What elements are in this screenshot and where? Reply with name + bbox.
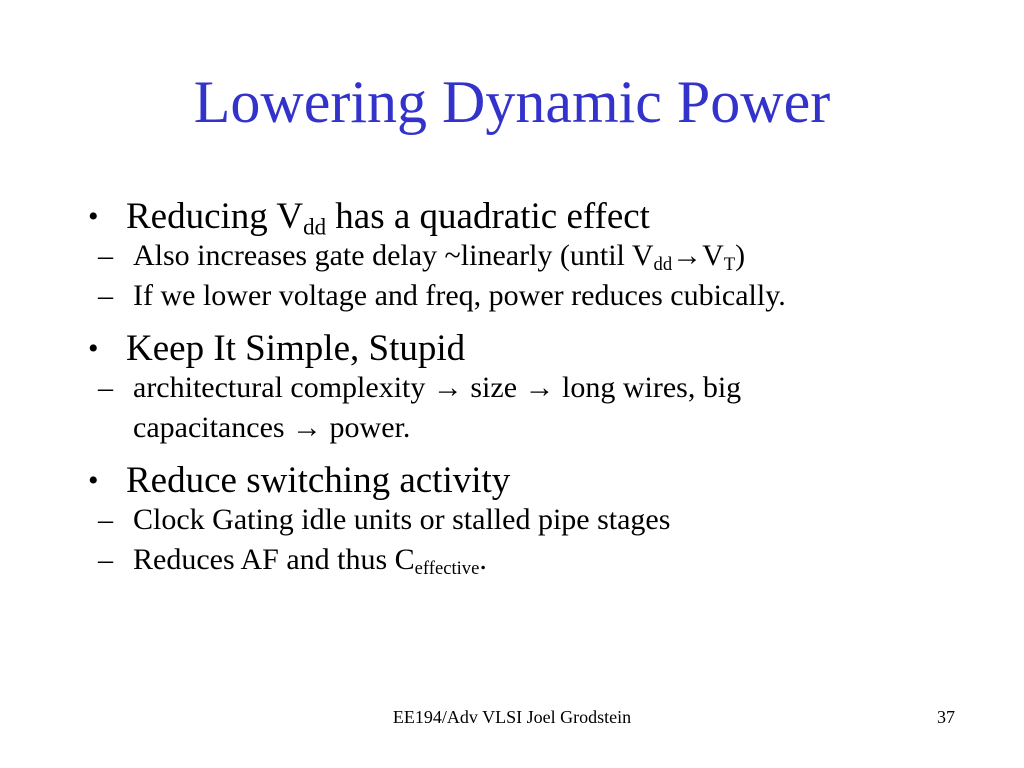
dash-icon: –	[98, 279, 113, 312]
bullet-item	[88, 324, 988, 374]
sub-list	[98, 500, 988, 580]
sub-list	[98, 368, 988, 448]
sub-item	[98, 540, 988, 580]
sub-item	[98, 236, 988, 276]
footer-text: EE194/Adv VLSI Joel Grodstein	[392, 707, 632, 727]
bullet-text: Reducing $V_{dd}$ has a quadratic effect	[126, 196, 650, 240]
sub-list	[98, 236, 988, 316]
sub-item	[98, 368, 988, 448]
bullet-icon: •	[88, 200, 99, 233]
dash-icon: –	[98, 371, 113, 404]
sub-item-text: Reduces AF and thus $C_{effective}$.	[133, 543, 487, 580]
page-number: 37	[937, 707, 955, 727]
sub-item	[98, 276, 988, 316]
bullet-icon: •	[88, 464, 99, 497]
bullet-icon: •	[88, 332, 99, 365]
sub-item	[98, 500, 988, 540]
sub-item-text: Clock Gating idle units or stalled pipe stages	[133, 503, 671, 536]
dash-icon: –	[98, 543, 113, 576]
dash-icon: –	[98, 239, 113, 272]
sub-item-text: architectural complexity → size → long wires, big capacitances → power.	[133, 371, 742, 444]
sub-item-text: If we lower voltage and freq, power reduces cubically.	[133, 279, 786, 312]
bullet-item	[88, 456, 988, 506]
sub-item-text: Also increases gate delay ~linearly (until $V_{dd}\to V_T$)	[133, 239, 746, 276]
dash-icon: –	[98, 503, 113, 536]
slide-title: Lowering Dynamic Power	[193, 69, 831, 135]
bullet-text: Keep It Simple, Stupid	[126, 328, 466, 369]
bullet-list	[88, 192, 988, 588]
bullet-item	[88, 192, 988, 242]
bullet-text: Reduce switching activity	[126, 460, 511, 501]
